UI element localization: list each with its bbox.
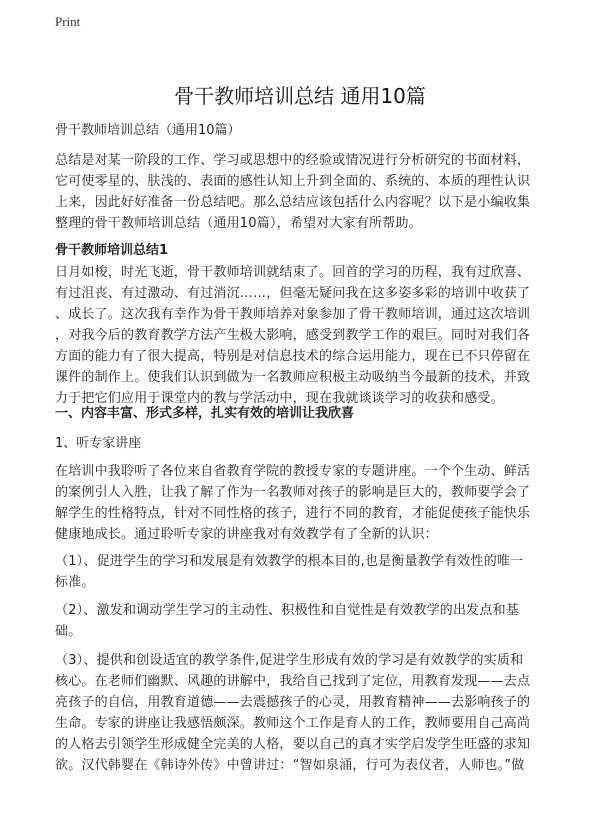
item-heading: 1、听专家讲座 xyxy=(55,436,142,451)
text-line: 在培训中我聆听了各位来自省教育学院的教授专家的专题讲座。一个个生动、鲜活 xyxy=(55,464,531,479)
intro-paragraph xyxy=(55,150,550,234)
text-line: 标准。 xyxy=(55,575,95,590)
document-subtitle: 骨干教师培训总结（通用10篇） xyxy=(55,123,241,138)
text-line: 、成长了。这次我有幸作为骨干教师培养对象参加了骨干教师培训，通过这次培训 xyxy=(55,307,531,322)
text-line: 课件的制作上。使我们认识到做为一名教师应积极主动吸纳当今最新的技术，并致 xyxy=(55,370,531,385)
text-line: 上来，因此好好准备一份总结吧。那么总结应该包括什么内容呢？以下是小编收集 xyxy=(55,195,531,210)
paragraph xyxy=(55,461,550,545)
text-line: （2）、激发和调动学生学习的主动性、积极性和自觉性是有效教学的出发点和基 xyxy=(55,603,519,618)
point-paragraph xyxy=(55,650,550,776)
text-line: 整理的骨干教师培训总结（通用10篇），希望对大家有所帮助。 xyxy=(55,216,422,231)
text-line: （3）、提供和创设适宜的教学条件,促进学生形成有效的学习是有效教学的实质和 xyxy=(55,653,524,668)
text-line: 健康地成长。通过聆听专家的讲座我对有效教学有了全新的认识： xyxy=(55,527,438,542)
print-link[interactable]: Print xyxy=(55,14,81,29)
point-paragraph xyxy=(55,600,550,642)
section-heading: 骨干教师培训总结1 xyxy=(55,243,169,258)
text-line: 有过沮丧、有过激动、有过消沉……，但毫无疑问我在这多姿多彩的培训中收获了 xyxy=(55,286,531,301)
text-line: 欲。汉代韩婴在《韩诗外传》中曾讲过：“智如泉涌，行可为表仪者，人师也。”做 xyxy=(55,758,525,773)
text-line: 方面的能力有了很大提高，特别是对信息技术的综合运用能力，现在已不只停留在 xyxy=(55,349,531,364)
point-paragraph xyxy=(55,551,550,593)
text-line: 力于把它们应用于课堂内的教与学活动中，现在我就谈谈学习的收获和感受。 xyxy=(55,391,504,406)
text-line: 生命。专家的讲座让我感悟颇深。教师这个工作是育人的工作，教师要用自己高尚 xyxy=(55,716,531,731)
text-line: 核心。在老师们幽默、风趣的讲解中，我给自己找到了定位，用教育发现——去点 xyxy=(55,674,531,689)
text-line: 的案例引人入胜，让我了解了作为一名教师对孩子的影响是巨大的，教师要学会了 xyxy=(55,485,531,500)
text-line: 亮孩子的自信，用教育道德——去震撼孩子的心灵，用教育精神——去影响孩子的 xyxy=(55,695,531,710)
text-line: （1）、促进学生的学习和发展是有效教学的根本目的,也是衡量教学有效性的唯一 xyxy=(55,554,524,569)
text-line: 的人格去引领学生形成健全完美的人格，要以自己的真才实学启发学生旺盛的求知 xyxy=(55,737,531,752)
text-line: 础。 xyxy=(55,624,82,639)
text-line: 它可使零星的、肤浅的、表面的感性认知上升到全面的、系统的、本质的理性认识 xyxy=(55,174,531,189)
text-line: ，对我今后的教育教学方法产生极大影响，感受到教学工作的艰巨。同时对我们各 xyxy=(55,328,531,343)
page-title: 骨干教师培训总结 通用10篇 xyxy=(174,84,426,108)
text-line: 解学生的性格特点，针对不同性格的孩子，进行不同的教育，才能促使孩子能快乐 xyxy=(55,506,531,521)
subsection-heading: 一、内容丰富、形式多样，扎实有效的培训让我欣喜 xyxy=(55,406,355,421)
paragraph xyxy=(55,262,550,409)
text-line: 日月如梭，时光飞逝，骨干教师培训就结束了。回首的学习的历程，我有过欣喜、 xyxy=(55,265,531,280)
text-line: 总结是对某一阶段的工作、学习或思想中的经验或情况进行分析研究的书面材料， xyxy=(55,153,531,168)
